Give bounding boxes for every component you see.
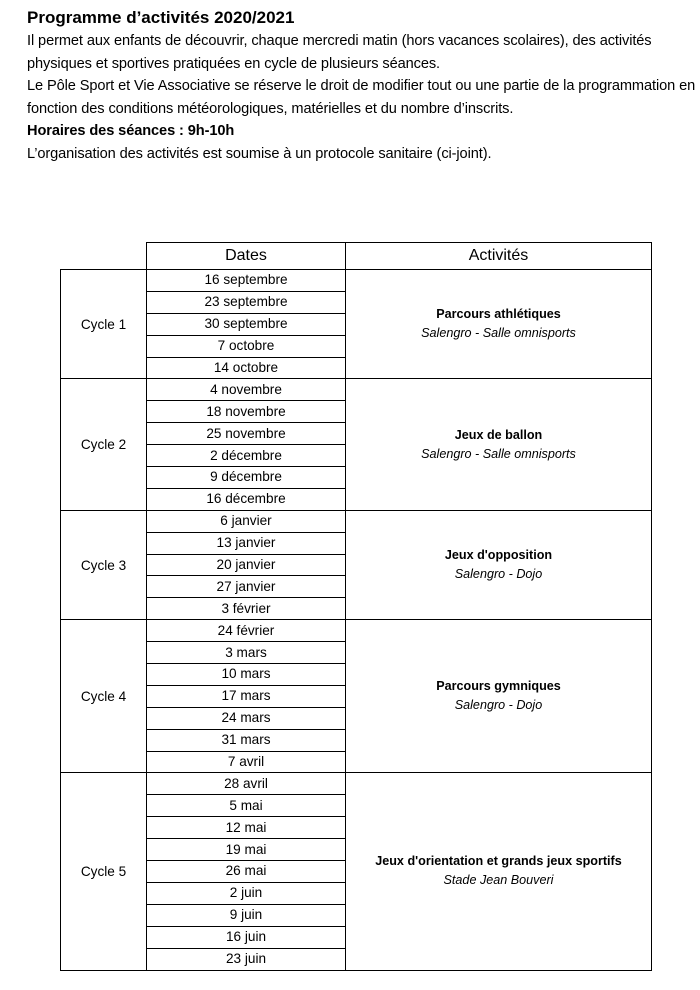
session-date: 19 mai: [147, 839, 346, 861]
table-row: [61, 620, 652, 642]
session-date: 24 mars: [147, 707, 346, 729]
session-date: 7 octobre: [147, 335, 346, 357]
session-date: 23 juin: [147, 948, 346, 970]
activity-name: Parcours athlétiques: [436, 307, 561, 322]
activity-cell: [346, 510, 652, 619]
activity-place: Salengro - Dojo: [454, 567, 543, 582]
session-date: 25 novembre: [147, 423, 346, 445]
session-date: 4 novembre: [147, 379, 346, 401]
session-date: 24 février: [147, 620, 346, 642]
intro-paragraph-3: L’organisation des activités est soumise à un protocole sanitaire (ci-joint).: [27, 145, 492, 162]
session-date: 27 janvier: [147, 576, 346, 598]
cycle-label: Cycle 3: [61, 510, 147, 619]
activity-name: Jeux de ballon: [454, 427, 543, 442]
session-date: 31 mars: [147, 729, 346, 751]
session-date: 13 janvier: [147, 532, 346, 554]
activity-cell: [346, 270, 652, 379]
activity-cell: [346, 379, 652, 510]
session-date: 2 décembre: [147, 445, 346, 467]
activity-place: Stade Jean Bouveri: [443, 873, 554, 888]
session-date: 7 avril: [147, 751, 346, 773]
cycle-label: Cycle 5: [61, 773, 147, 970]
session-date: 28 avril: [147, 773, 346, 795]
session-date: 9 décembre: [147, 467, 346, 489]
intro-section: [27, 6, 697, 165]
session-date: 3 mars: [147, 642, 346, 664]
session-date: 26 mai: [147, 861, 346, 883]
activity-cell: [346, 773, 652, 970]
cycle-label: Cycle 1: [61, 270, 147, 379]
activity-name: Jeux d'opposition: [444, 548, 553, 563]
header-activities: Activités: [346, 243, 652, 270]
session-date: 5 mai: [147, 795, 346, 817]
table-row: [61, 510, 652, 532]
session-date: 14 octobre: [147, 357, 346, 379]
session-date: 16 juin: [147, 926, 346, 948]
activity-cell: [346, 620, 652, 773]
activity-place: Salengro - Dojo: [454, 698, 543, 713]
cycle-label: Cycle 2: [61, 379, 147, 510]
intro-paragraph-1: Il permet aux enfants de découvrir, chaque mercredi matin (hors vacances scolaires), des activités physiques et sportives pratiquées en cycle de plusieurs séances.: [27, 33, 652, 72]
cycle-label: Cycle 4: [61, 620, 147, 773]
header-empty-cell: [61, 243, 147, 270]
session-date: 18 novembre: [147, 401, 346, 423]
activity-place: Salengro - Salle omnisports: [421, 446, 576, 461]
activity-name: Parcours gymniques: [436, 679, 561, 694]
activity-place: Salengro - Salle omnisports: [421, 326, 576, 341]
session-date: 20 janvier: [147, 554, 346, 576]
table-header-row: [61, 243, 652, 270]
session-date: 2 juin: [147, 882, 346, 904]
page-title: Programme d’activités 2020/2021: [27, 8, 295, 27]
table-row: [61, 270, 652, 292]
session-date: 3 février: [147, 598, 346, 620]
session-date: 17 mars: [147, 685, 346, 707]
session-date: 12 mai: [147, 817, 346, 839]
table-row: [61, 379, 652, 401]
session-date: 23 septembre: [147, 291, 346, 313]
intro-paragraph-2: Le Pôle Sport et Vie Associative se réserve le droit de modifier tout ou une partie de la programmation en fonction des conditions météorologiques, matérielles et du nombre d’inscrits.: [27, 78, 696, 117]
header-dates: Dates: [147, 243, 346, 270]
session-date: 16 septembre: [147, 270, 346, 292]
session-date: 6 janvier: [147, 510, 346, 532]
table-row: [61, 773, 652, 795]
program-table: [60, 242, 652, 971]
session-hours: Horaires des séances : 9h-10h: [27, 123, 235, 139]
activity-name: Jeux d'orientation et grands jeux sportifs: [375, 854, 622, 869]
session-date: 30 septembre: [147, 313, 346, 335]
session-date: 10 mars: [147, 664, 346, 686]
session-date: 16 décembre: [147, 488, 346, 510]
program-table-body: [61, 270, 652, 971]
session-date: 9 juin: [147, 904, 346, 926]
